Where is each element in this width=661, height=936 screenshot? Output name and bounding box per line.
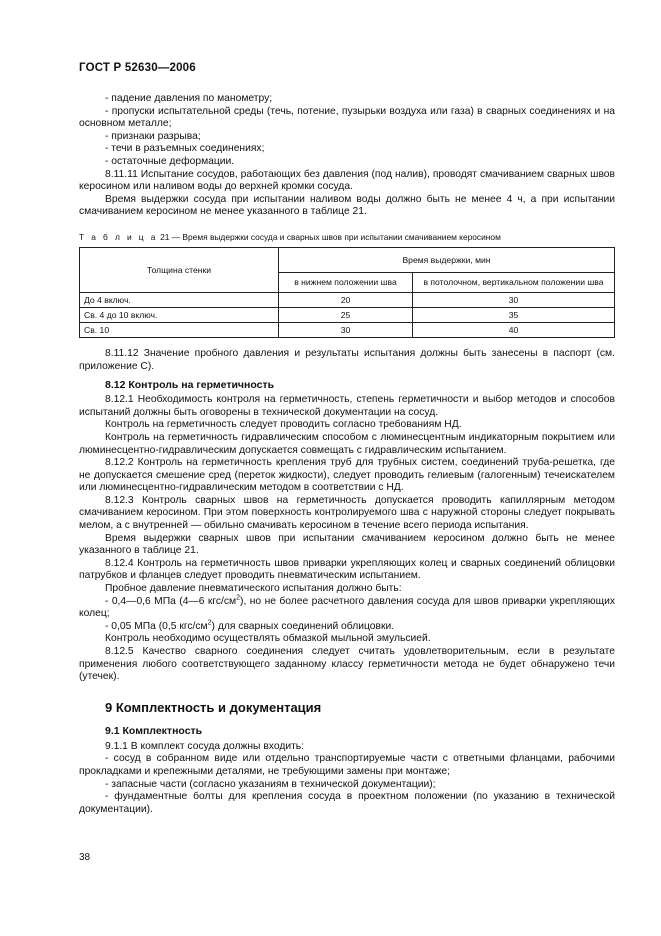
- superscript: 2: [207, 619, 212, 627]
- list-item: - остаточные деформации.: [105, 155, 235, 167]
- table-row: [80, 307, 615, 322]
- list-item: - пропуски испытательной среды (течь, потение, пузырьки воздуха или газа) в сварных соединениях и на основном металле;: [79, 105, 615, 130]
- list-item-text: - 0,05 МПа (0,5 кгс/см: [105, 620, 208, 632]
- table-cell-ceiling: 30: [413, 292, 615, 307]
- list-item: - падение давления по манометру;: [105, 93, 273, 104]
- clause-8-11-11: 8.11.11 Испытание сосудов, работающих без давления (под налив), проводят смачиванием сварных швов керосином или наливом воды до верхней кромки сосуда.: [79, 168, 615, 193]
- chapter-heading-9: 9 Комплектность и документация: [105, 699, 322, 715]
- holding-time-table: [79, 247, 615, 338]
- table-cell-thickness: Св. 10: [80, 322, 279, 337]
- table-row: [80, 292, 615, 307]
- table-caption: [79, 232, 615, 242]
- table-caption-prefix: Т а б л и ц а: [79, 231, 158, 242]
- table-cell-lower: 30: [279, 322, 413, 337]
- table-caption-text: 21 — Время выдержки сосуда и сварных швов при испытании смачиванием керосином: [157, 231, 501, 242]
- superscript: 2: [236, 594, 241, 602]
- table-header-time: Время выдержки, мин: [279, 247, 615, 272]
- paragraph: Контроль на герметичность следует проводить согласно требованиям НД.: [105, 419, 462, 431]
- table-header-thickness: Толщина стенки: [80, 247, 279, 292]
- paragraph: Пробное давление пневматического испытания должно быть:: [105, 583, 402, 595]
- page-body: [79, 93, 615, 816]
- list-item: - признаки разрыва;: [105, 130, 201, 142]
- clause-8-12-4: 8.12.4 Контроль на герметичность швов приварки укрепляющих колец и сварных соединений облицовки патрубков и фланцев следует проводить пневматическим испытанием.: [79, 557, 615, 582]
- table-header-lower: в нижнем положении шва: [279, 272, 413, 292]
- list-item-text: - 0,4—0,6 МПа (4—6 кгс/см: [105, 595, 237, 607]
- paragraph: Время выдержки сосуда при испытании наливом воды должно быть не менее 4 ч, а при испытании смачиванием керосином не менее указанного в таблице 21.: [79, 193, 615, 218]
- table-cell-thickness: Св. 4 до 10 включ.: [80, 307, 279, 322]
- clause-8-12-1: 8.12.1 Необходимость контроля на герметичность, степень герметичности и выбор методов и способов испытаний должны быть оговорены в технической документации на сосуд.: [79, 394, 615, 418]
- list-item: - течи в разъемных соединениях;: [105, 143, 265, 155]
- table-row: [80, 322, 615, 337]
- paragraph: Время выдержки сварных швов при испытании смачиванием керосином должно быть не менее указанного в таблице 21.: [79, 532, 615, 557]
- clause-8-12-5: 8.12.5 Качество сварного соединения следует считать удовлетворительным, если в результате применения любого соответствующего заданному классу герметичности метода не будет обнаружено течи (утечек).: [79, 646, 615, 683]
- clause-8-12-2: 8.12.2 Контроль на герметичность крепления труб для трубных систем, соединений труба-решетка, где не допускается смешение сред (переток жидкости), следует проводить гелиевым (галогенным) течеискателем или люминесцентно-гидравлическим методом в соответствии с НД.: [79, 457, 615, 494]
- table-cell-ceiling: 40: [413, 322, 615, 337]
- page-number: 38: [79, 852, 91, 863]
- list-item: - фундаментные болты для крепления сосуда в проектном положении (по указанию в технической документации).: [79, 791, 615, 815]
- list-item-text: ), но не более расчетного давления сосуда для швов приварки укрепляющих колец;: [79, 595, 615, 620]
- clause-8-11-12: 8.11.12 Значение пробного давления и результаты испытания должны быть занесены в паспорт (см. приложение С).: [79, 347, 615, 372]
- list-item: [79, 621, 615, 634]
- list-item-text: ) для сварных соединений облицовки.: [211, 620, 395, 632]
- paragraph: Контроль на герметичность гидравлическим способом с люминесцентным индикаторным покрытием или люминесцентно-гидравлическим допускается совмещать с гидравлическим испытанием.: [79, 431, 615, 456]
- table-cell-lower: 20: [279, 292, 413, 307]
- table-cell-thickness: До 4 включ.: [80, 292, 279, 307]
- clause-8-12-3: 8.12.3 Контроль сварных швов на герметичность допускается проводить капиллярным методом смачиванием керосином. При этом поверхность контролируемого шва с наружной стороны следует покрывать мелом, а с внутренней — обильно смачивать керосином в течение всего периода испытания.: [79, 494, 615, 532]
- section-heading-8-12: 8.12 Контроль на герметичность: [105, 379, 275, 392]
- list-item: - сосуд в собранном виде или отдельно транспортируемые части с ответными фланцами, рабочими прокладками и крепежными деталями, не требующими замены при монтаже;: [79, 753, 615, 777]
- table-cell-lower: 25: [279, 307, 413, 322]
- paragraph: Контроль необходимо осуществлять обмазкой мыльной эмульсией.: [105, 633, 431, 645]
- list-item: [79, 596, 615, 621]
- list-item: - запасные части (согласно указаниям в технической документации);: [105, 778, 436, 790]
- table-header-ceiling: в потолочном, вертикальном положении шва: [413, 272, 615, 292]
- document-id: ГОСТ Р 52630—2006: [79, 62, 196, 74]
- section-heading-9-1: 9.1 Комплектность: [105, 724, 203, 737]
- table-cell-ceiling: 35: [413, 307, 615, 322]
- clause-9-1-1: 9.1.1 В комплект сосуда должны входить:: [105, 740, 305, 752]
